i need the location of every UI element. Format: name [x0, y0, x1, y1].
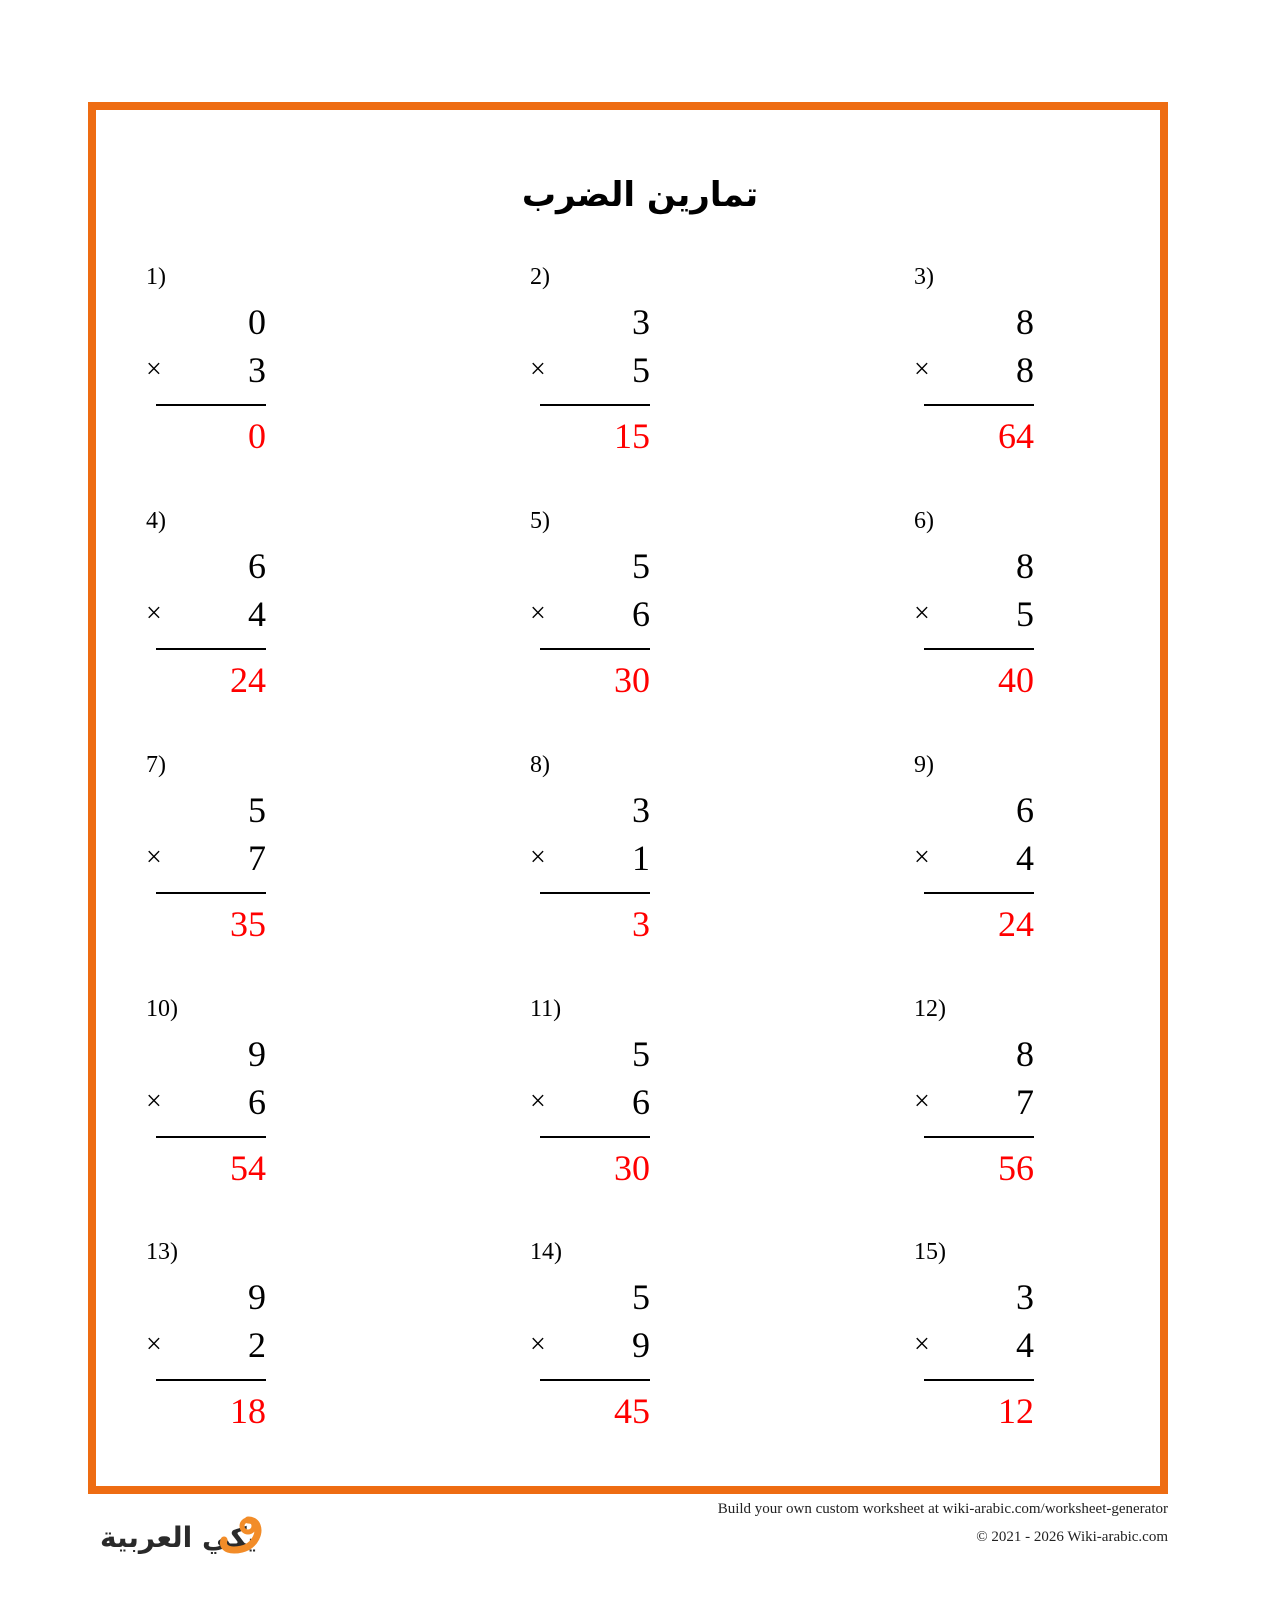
- times-sign: ×: [530, 354, 546, 385]
- multiplier: 6: [632, 594, 650, 634]
- answer-line: [540, 1136, 650, 1138]
- multiplier: 7: [1016, 1082, 1034, 1122]
- answer-line: [924, 1379, 1034, 1381]
- answer-line: [924, 404, 1034, 406]
- multiplier: 9: [632, 1325, 650, 1365]
- times-sign: ×: [914, 1086, 930, 1117]
- problem-number: 6): [914, 508, 934, 534]
- answer-line: [156, 404, 266, 406]
- answer-line: [540, 892, 650, 894]
- multiplicand: 9: [248, 1277, 266, 1317]
- multiplier: 8: [1016, 350, 1034, 390]
- times-sign: ×: [914, 598, 930, 629]
- product-answer: 54: [230, 1148, 266, 1188]
- product-answer: 3: [632, 904, 650, 944]
- product-answer: 12: [998, 1391, 1034, 1431]
- answer-line: [540, 1379, 650, 1381]
- multiplier: 2: [248, 1325, 266, 1365]
- product-answer: 24: [230, 660, 266, 700]
- problem-number: 4): [146, 508, 166, 534]
- problem-13: [146, 1238, 266, 1438]
- product-answer: 30: [614, 1148, 650, 1188]
- multiplier: 6: [632, 1082, 650, 1122]
- footer-generator-link[interactable]: Build your own custom worksheet at wiki-arabic.com/worksheet-generator: [717, 1501, 1168, 1517]
- answer-line: [540, 404, 650, 406]
- multiplier: 7: [248, 838, 266, 878]
- logo-text: يكي العربية: [100, 1521, 258, 1554]
- problem-8: [530, 751, 650, 951]
- problem-number: 14): [530, 1239, 562, 1265]
- answer-line: [924, 892, 1034, 894]
- answer-line: [924, 648, 1034, 650]
- wiki-arabic-logo-icon: [218, 1514, 262, 1562]
- problem-2: [530, 263, 650, 463]
- times-sign: ×: [146, 1329, 162, 1360]
- times-sign: ×: [530, 842, 546, 873]
- footer-copyright: © 2021 - 2026 Wiki-arabic.com: [976, 1529, 1168, 1545]
- product-answer: 24: [998, 904, 1034, 944]
- problem-number: 5): [530, 508, 550, 534]
- multiplicand: 5: [632, 1277, 650, 1317]
- product-answer: 56: [998, 1148, 1034, 1188]
- multiplicand: 5: [632, 1034, 650, 1074]
- multiplicand: 8: [1016, 546, 1034, 586]
- problem-number: 1): [146, 264, 166, 290]
- problem-7: [146, 751, 266, 951]
- answer-line: [924, 1136, 1034, 1138]
- problem-1: [146, 263, 266, 463]
- multiplicand: 9: [248, 1034, 266, 1074]
- answer-line: [156, 1379, 266, 1381]
- multiplicand: 6: [248, 546, 266, 586]
- multiplier: 1: [632, 838, 650, 878]
- problem-6: [914, 507, 1034, 707]
- problem-number: 8): [530, 752, 550, 778]
- problem-5: [530, 507, 650, 707]
- times-sign: ×: [914, 354, 930, 385]
- multiplicand: 8: [1016, 302, 1034, 342]
- problem-15: [914, 1238, 1034, 1438]
- times-sign: ×: [146, 1086, 162, 1117]
- product-answer: 64: [998, 416, 1034, 456]
- product-answer: 0: [248, 416, 266, 456]
- multiplier: 4: [1016, 1325, 1034, 1365]
- multiplicand: 3: [632, 790, 650, 830]
- multiplier: 4: [248, 594, 266, 634]
- product-answer: 18: [230, 1391, 266, 1431]
- problem-3: [914, 263, 1034, 463]
- multiplier: 4: [1016, 838, 1034, 878]
- multiplicand: 8: [1016, 1034, 1034, 1074]
- problem-9: [914, 751, 1034, 951]
- times-sign: ×: [530, 1086, 546, 1117]
- problem-number: 13): [146, 1239, 178, 1265]
- product-answer: 30: [614, 660, 650, 700]
- problem-11: [530, 995, 650, 1195]
- worksheet-title: تمارين الضرب: [521, 175, 759, 215]
- problem-number: 9): [914, 752, 934, 778]
- times-sign: ×: [914, 1329, 930, 1360]
- multiplier: 5: [632, 350, 650, 390]
- times-sign: ×: [146, 354, 162, 385]
- times-sign: ×: [146, 598, 162, 629]
- times-sign: ×: [530, 598, 546, 629]
- multiplicand: 3: [1016, 1277, 1034, 1317]
- problem-number: 11): [530, 996, 562, 1022]
- problem-number: 2): [530, 264, 550, 290]
- problem-number: 3): [914, 264, 934, 290]
- problem-14: [530, 1238, 650, 1438]
- problem-10: [146, 995, 266, 1195]
- answer-line: [156, 648, 266, 650]
- product-answer: 40: [998, 660, 1034, 700]
- multiplier: 5: [1016, 594, 1034, 634]
- problem-number: 7): [146, 752, 166, 778]
- multiplicand: 0: [248, 302, 266, 342]
- answer-line: [156, 1136, 266, 1138]
- problem-12: [914, 995, 1034, 1195]
- product-answer: 45: [614, 1391, 650, 1431]
- product-answer: 15: [614, 416, 650, 456]
- problem-number: 12): [914, 996, 946, 1022]
- problem-number: 10): [146, 996, 178, 1022]
- answer-line: [156, 892, 266, 894]
- multiplier: 3: [248, 350, 266, 390]
- site-logo[interactable]: [100, 1514, 270, 1564]
- problem-4: [146, 507, 266, 707]
- multiplicand: 3: [632, 302, 650, 342]
- times-sign: ×: [914, 842, 930, 873]
- multiplicand: 5: [248, 790, 266, 830]
- multiplicand: 6: [1016, 790, 1034, 830]
- multiplicand: 5: [632, 546, 650, 586]
- multiplier: 6: [248, 1082, 266, 1122]
- answer-line: [540, 648, 650, 650]
- times-sign: ×: [146, 842, 162, 873]
- problem-number: 15): [914, 1239, 946, 1265]
- times-sign: ×: [530, 1329, 546, 1360]
- product-answer: 35: [230, 904, 266, 944]
